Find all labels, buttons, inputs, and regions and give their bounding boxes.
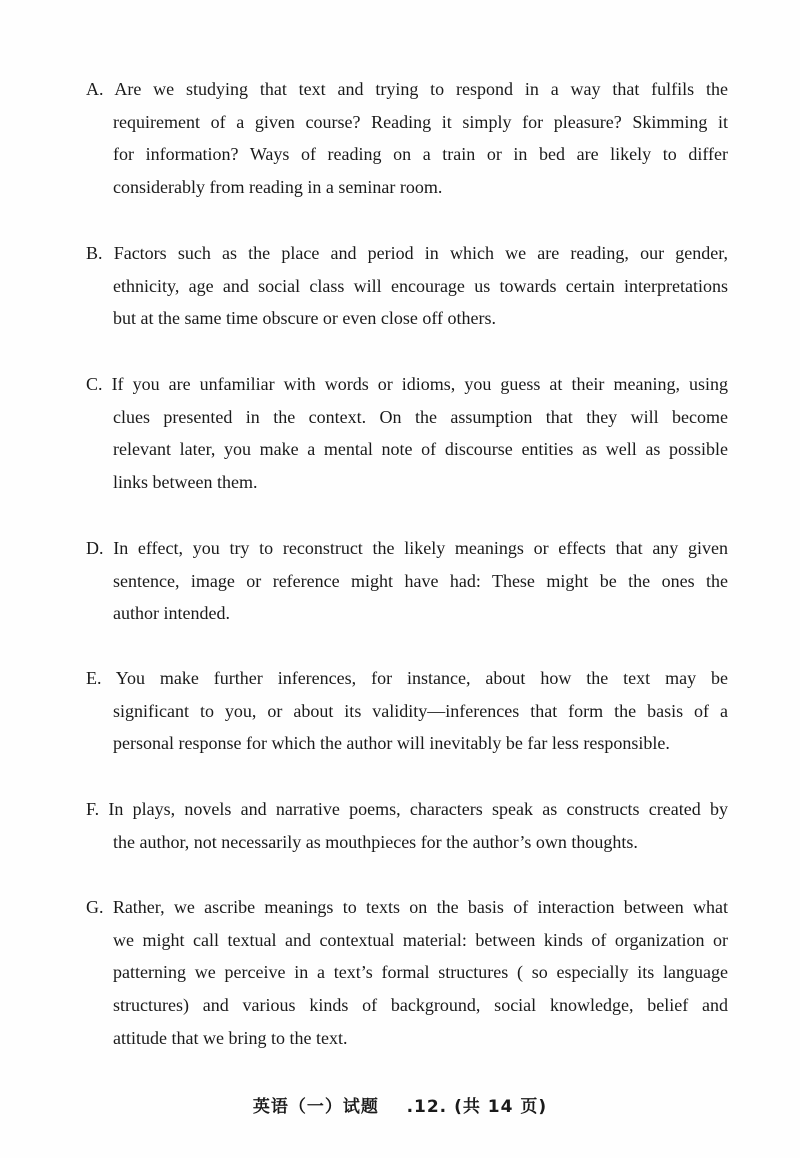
option-text-line: but at the same time obscure or even close off others. [113,308,497,329]
option-label: A. [86,79,104,99]
option-label: F. [86,799,100,819]
option-text-line: relevant later, you make a mental note of discourse entities as well as possible [113,439,728,460]
option-text-line: In effect, you try to reconstruct the likely meanings or effects that any given [113,538,728,558]
option-label: B. [86,243,103,263]
option-text-line: personal response for which the author will inevitably be far less responsible. [113,733,670,754]
option-text-line: structures) and various kinds of background, social knowledge, belief and [113,995,728,1016]
option-d [86,532,728,630]
page-footer [0,1092,800,1117]
option-text-line: for information? Ways of reading on a train or in bed are likely to differ [113,144,728,165]
option-text-line: Factors such as the place and period in which we are reading, our gender, [113,243,728,263]
option-e [86,662,728,760]
option-text-line: If you are unfamiliar with words or idioms, you guess at their meaning, using [111,374,728,394]
option-text-line: author intended. [113,603,230,624]
option-f [86,793,728,858]
option-text-line: we might call textual and contextual material: between kinds of organization or [113,929,728,950]
option-a [86,73,728,204]
option-c [86,368,728,499]
option-text-line: attitude that we bring to the text. [113,1027,348,1048]
option-text-line: sentence, image or reference might have had: These might be the ones the [113,570,728,591]
option-text-line: links between them. [113,472,258,493]
footer-subject: 英语（一）试题 [252,1097,379,1117]
footer-page-number: .12. [406,1097,448,1117]
option-text-line: ethnicity, age and social class will encourage us towards certain interpretations [113,275,728,296]
option-text-line: clues presented in the context. On the assumption that they will become [113,406,728,427]
option-text-line: considerably from reading in a seminar room. [113,177,443,198]
option-text-line: patterning we perceive in a text’s formal structures ( so especially its language [113,962,728,983]
option-text-line: In plays, novels and narrative poems, characters speak as constructs created by [108,799,729,819]
option-b [86,237,728,335]
option-text-line: Are we studying that text and trying to respond in a way that fulfils the [114,79,729,99]
option-text-line: the author, not necessarily as mouthpieces for the author’s own thoughts. [113,831,638,852]
option-text-line: significant to you, or about its validity—inferences that form the basis of a [113,700,728,721]
option-text-line: requirement of a given course? Reading it simply for pleasure? Skimming it [113,111,728,132]
option-text-line: You make further inferences, for instance, about how the text may be [115,668,728,688]
option-label: G. [86,897,104,917]
footer-page-total: (共 14 页) [454,1097,548,1117]
option-label: E. [86,668,102,688]
option-label: D. [86,538,104,558]
option-text-line: Rather, we ascribe meanings to texts on the basis of interaction between what [112,897,729,917]
option-label: C. [86,374,103,394]
option-g [86,891,728,1055]
